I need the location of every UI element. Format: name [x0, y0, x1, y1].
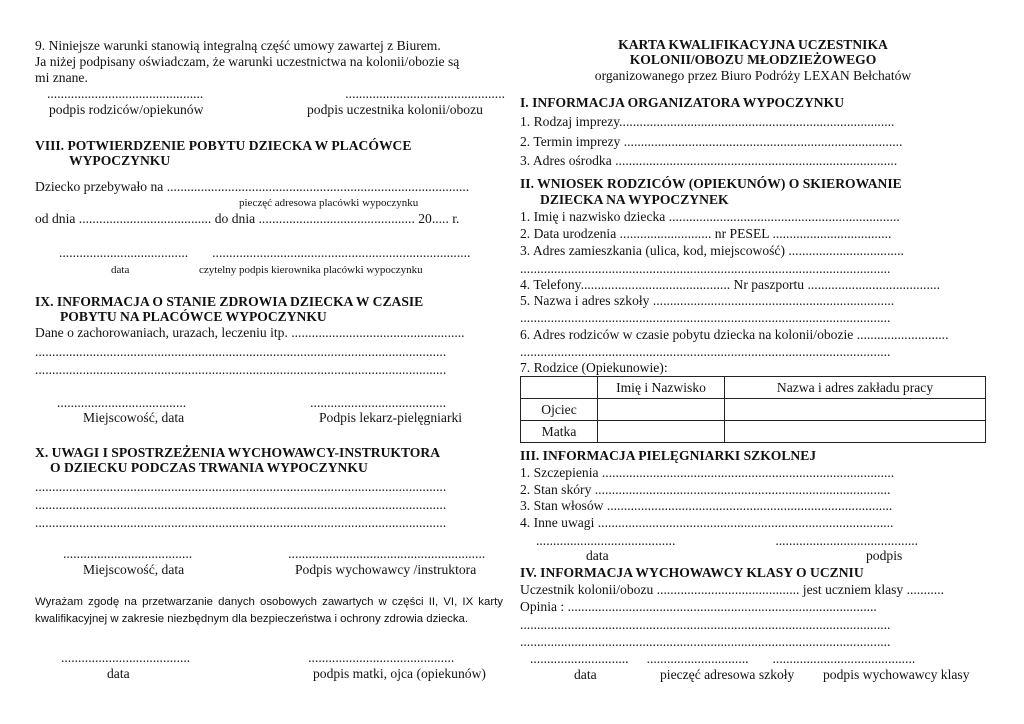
- opinion-line2: .............................................................................................................: [520, 617, 891, 632]
- parent-signature-caption: podpis matki, ojca (opiekunów): [313, 666, 486, 681]
- remarks-line3: .........................................................................................................................: [35, 515, 447, 530]
- date-caption: data: [107, 666, 130, 681]
- section-8-signature-lines: ...................................... ............................................................................: [59, 245, 471, 260]
- child-name-field: 1. Imię i nazwisko dziecka ....................................................................: [520, 209, 900, 224]
- clause-9-line3: mi znane.: [35, 70, 88, 85]
- instructor-signature-caption: Podpis wychowawcy /instruktora: [295, 562, 477, 577]
- section-10-signature-lines: ...................................... ..........................................................: [63, 546, 486, 561]
- director-signature-caption: czytelny podpis kierownika placówki wypoczynku: [199, 264, 423, 276]
- section-9-title: IX. INFORMACJA O STANIE ZDROWIA DZIECKA W CZASIE: [35, 294, 424, 309]
- mother-label: Matka: [521, 421, 598, 443]
- table-row: [521, 421, 986, 443]
- consent-signature-lines: ...................................... ...........................................: [61, 650, 455, 665]
- remarks-line1: .........................................................................................................................: [35, 479, 447, 494]
- school-line2: .............................................................................................................: [520, 310, 891, 325]
- section-4-signature-lines: ............................. .............................. ..........................................: [530, 651, 916, 666]
- event-dates-field: 2. Termin imprezy ..................................................................................: [520, 134, 903, 149]
- father-workplace-cell[interactable]: [725, 399, 986, 421]
- school-field: 5. Nazwa i adres szkoły .......................................................................: [520, 293, 895, 308]
- section-2-title: II. WNIOSEK RODZICÓW (OPIEKUNÓW) O SKIEROWANIE: [520, 176, 902, 191]
- vaccinations-field: 1. Szczepienia ......................................................................................: [520, 465, 895, 480]
- parents-address-field: 6. Adres rodziców w czasie pobytu dziecka na kolonii/obozie ...........................: [520, 327, 949, 342]
- school-stamp-caption: pieczęć adresowa szkoły: [660, 667, 795, 682]
- parents-label: 7. Rodzice (Opiekunowie):: [520, 360, 668, 375]
- clause-9-line2: Ja niżej podpisany oświadczam, że warunki uczestnictwa na kolonii/obozie są: [35, 54, 460, 69]
- nurse-signature-caption: Podpis lekarz-pielęgniarki: [319, 410, 463, 425]
- date-caption: data: [586, 548, 609, 563]
- table-header-row: [521, 377, 986, 399]
- phone-passport-field: 4. Telefony............................................ Nr paszportu .......................................: [520, 277, 941, 292]
- resort-address-field: 3. Adres ośrodka ...................................................................................: [520, 153, 898, 168]
- parents-table: [520, 376, 986, 443]
- other-remarks-field: 4. Inne uwagi .......................................................................................: [520, 515, 894, 530]
- signature-caption: podpis: [866, 548, 903, 563]
- birth-date-pesel-field: 2. Data urodzenia ........................... nr PESEL ...................................: [520, 226, 892, 241]
- home-address-line2: .............................................................................................................: [520, 261, 891, 276]
- teacher-signature-caption: podpis wychowawcy klasy: [823, 667, 970, 682]
- section-10-title: X. UWAGI I SPOSTRZEŻENIA WYCHOWAWCY-INSTRUKTORA: [35, 445, 441, 460]
- date-caption: data: [574, 667, 597, 682]
- hair-condition-field: 3. Stan włosów ....................................................................................: [520, 498, 893, 513]
- section-2-title-line2: DZIECKA NA WYPOCZYNEK: [540, 192, 729, 207]
- name-column-header: Imię i Nazwisko: [598, 377, 725, 399]
- stay-dates-field: od dnia ....................................... do dnia .............................................. 20..... r.: [35, 211, 460, 226]
- section-3-title: III. INFORMACJA PIELĘGNIARKI SZKOLNEJ: [520, 448, 817, 463]
- opinion-field: Opinia : ...........................................................................................: [520, 599, 877, 614]
- stay-location-field: Dziecko przebywało na .........................................................................................: [35, 179, 470, 194]
- student-class-field: Uczestnik kolonii/obozu .......................................... jest uczniem klasy ...........: [520, 582, 944, 597]
- parent-signature-label: podpis rodziców/opiekunów: [49, 102, 204, 117]
- home-address-field: 3. Adres zamieszkania (ulica, kod, miejscowość) ..................................: [520, 243, 904, 258]
- workplace-column-header: Nazwa i adres zakładu pracy: [725, 377, 986, 399]
- clause-9-line1: 9. Niniejsze warunki stanowią integralną część umowy zawartej z Biurem.: [35, 38, 441, 53]
- illness-line3: .........................................................................................................................: [35, 362, 447, 377]
- section-1-title: I. INFORMACJA ORGANIZATORA WYPOCZYNKU: [520, 95, 845, 110]
- section-8-title: VIII. POTWIERDZENIE POBYTU DZIECKA W PLACÓWCE: [35, 138, 412, 153]
- illness-field: Dane o zachorowaniach, urazach, leczeniu itp. ...................................................: [35, 325, 465, 340]
- section-9-title-line2: POBYTU NA PLACÓWCE WYPOCZYNKU: [60, 309, 327, 324]
- event-type-field: 1. Rodzaj imprezy.................................................................................: [520, 114, 895, 129]
- mother-name-cell[interactable]: [598, 421, 725, 443]
- place-date-caption: Miejscowość, data: [83, 410, 185, 425]
- organizer-subtitle: organizowanego przez Biuro Podróży LEXAN Bełchatów: [594, 68, 912, 83]
- section-8-title-line2: WYPOCZYNKU: [69, 153, 171, 168]
- place-date-caption: Miejscowość, data: [83, 562, 185, 577]
- father-label: Ojciec: [521, 399, 598, 421]
- remarks-line2: .........................................................................................................................: [35, 497, 447, 512]
- section-10-title-line2: O DZIECKU PODCZAS TRWANIA WYPOCZYNKU: [50, 460, 368, 475]
- table-row: [521, 399, 986, 421]
- section-4-title: IV. INFORMACJA WYCHOWAWCY KLASY O UCZNIU: [520, 565, 864, 580]
- date-caption: data: [111, 264, 130, 276]
- participant-signature-label: podpis uczestnika kolonii/obozu: [307, 102, 483, 117]
- opinion-line3: .............................................................................................................: [520, 634, 891, 649]
- skin-condition-field: 2. Stan skóry .......................................................................................: [520, 482, 891, 497]
- data-consent-statement: Wyrażam zgodę na przetwarzanie danych osobowych zawartych w części II, VI, IX karty kwalifikacyjnej w zakresie niezbędnym dla bezpieczeństwa i ochrony zdrowia dziecka.: [35, 596, 503, 625]
- illness-line2: .........................................................................................................................: [35, 344, 447, 359]
- mother-workplace-cell[interactable]: [725, 421, 986, 443]
- form-title: KARTA KWALIFIKACYJNA UCZESTNIKA: [618, 37, 888, 52]
- parents-address-line2: .............................................................................................................: [520, 344, 891, 359]
- father-name-cell[interactable]: [598, 399, 725, 421]
- stamp-caption: pieczęć adresowa placówki wypoczynku: [239, 197, 419, 209]
- section-3-signature-lines: ......................................... ..........................................: [536, 533, 919, 548]
- clause-9-signature-lines: .............................................. ...............................................: [47, 86, 505, 101]
- form-title-line2: KOLONII/OBOZU MŁODZIEŻOWEGO: [629, 52, 877, 67]
- section-9-signature-lines: ...................................... ........................................: [57, 395, 447, 410]
